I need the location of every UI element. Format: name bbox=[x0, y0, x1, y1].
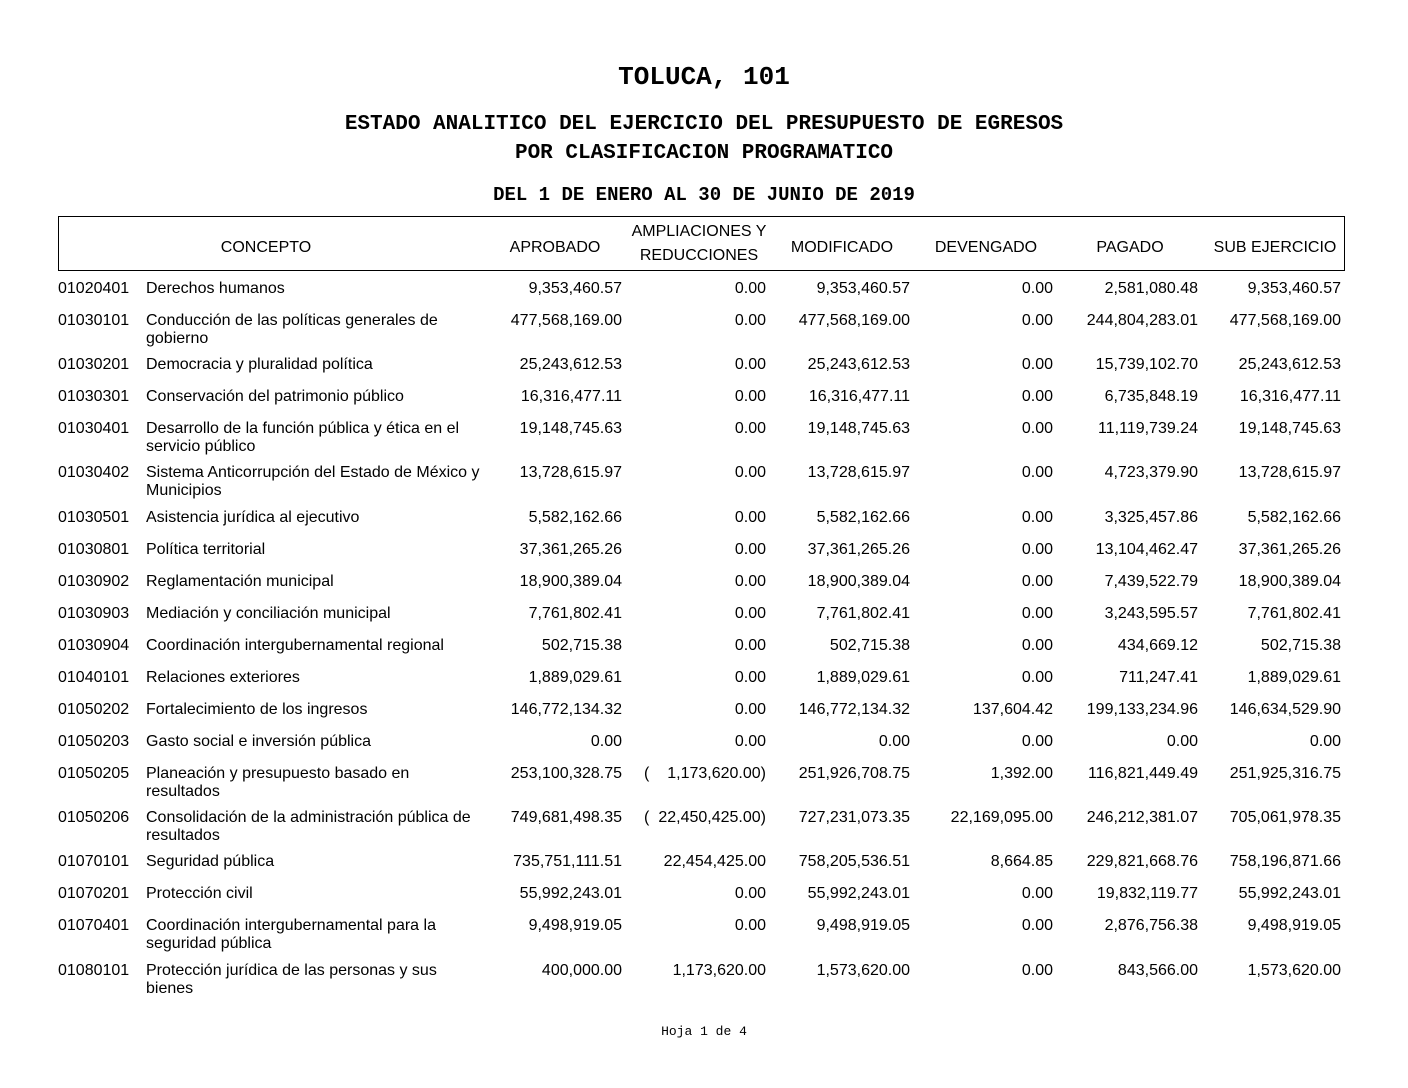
row-modificado: 1,889,029.61 bbox=[816, 669, 910, 686]
row-pagado: 3,243,595.57 bbox=[1104, 605, 1198, 622]
row-sub-ejercicio: 9,498,919.05 bbox=[1247, 917, 1341, 934]
row-pagado: 7,439,522.79 bbox=[1104, 573, 1198, 590]
row-code: 01080101 bbox=[58, 962, 130, 979]
row-concept: Política territorial bbox=[146, 541, 266, 558]
row-pagado: 11,119,739.24 bbox=[1098, 420, 1198, 437]
row-code: 01030902 bbox=[58, 573, 130, 590]
row-concept: Protección civil bbox=[146, 885, 253, 902]
row-code: 01050206 bbox=[58, 809, 130, 826]
row-pagado: 116,821,449.49 bbox=[1087, 765, 1198, 782]
row-devengado: 0.00 bbox=[1021, 669, 1053, 686]
row-concept: Reglamentación municipal bbox=[146, 573, 334, 590]
row-ampliaciones: 0.00 bbox=[734, 388, 766, 405]
row-aprobado: 477,568,169.00 bbox=[510, 312, 622, 329]
row-code: 01070101 bbox=[58, 853, 130, 870]
row-devengado: 0.00 bbox=[1021, 885, 1053, 902]
row-code: 01070201 bbox=[58, 885, 130, 902]
row-modificado: 55,992,243.01 bbox=[807, 885, 910, 902]
row-pagado: 6,735,848.19 bbox=[1104, 388, 1198, 405]
row-devengado: 0.00 bbox=[1021, 917, 1053, 934]
row-aprobado: 9,498,919.05 bbox=[528, 917, 622, 934]
row-concept: Seguridad pública bbox=[146, 853, 275, 870]
row-code: 01030301 bbox=[58, 388, 130, 405]
row-code: 01050202 bbox=[58, 701, 130, 718]
row-pagado: 15,739,102.70 bbox=[1095, 356, 1198, 373]
row-aprobado: 253,100,328.75 bbox=[510, 765, 622, 782]
row-ampliaciones: 0.00 bbox=[734, 312, 766, 329]
row-pagado: 229,821,668.76 bbox=[1086, 853, 1198, 870]
row-ampliaciones: 0.00 bbox=[734, 605, 766, 622]
row-ampliaciones: 22,450,425.00) bbox=[658, 809, 766, 826]
row-devengado: 0.00 bbox=[1021, 464, 1053, 481]
row-modificado: 0.00 bbox=[878, 733, 910, 750]
row-concept: Mediación y conciliación municipal bbox=[146, 605, 391, 622]
row-concept: Coordinación intergubernamental para la seguridad pública bbox=[146, 917, 436, 952]
row-aprobado: 18,900,389.04 bbox=[519, 573, 622, 590]
row-pagado: 246,212,381.07 bbox=[1086, 809, 1198, 826]
row-sub-ejercicio: 55,992,243.01 bbox=[1238, 885, 1341, 902]
row-code: 01020401 bbox=[58, 280, 130, 297]
row-modificado: 146,772,134.32 bbox=[798, 701, 910, 718]
row-modificado: 7,761,802.41 bbox=[816, 605, 910, 622]
column-header-concepto: CONCEPTO bbox=[220, 239, 312, 256]
row-ampliaciones: 0.00 bbox=[734, 573, 766, 590]
row-code: 01030401 bbox=[58, 420, 130, 437]
row-modificado: 37,361,265.26 bbox=[807, 541, 910, 558]
row-pagado: 0.00 bbox=[1166, 733, 1198, 750]
row-modificado: 1,573,620.00 bbox=[816, 962, 910, 979]
row-concept: Gasto social e inversión pública bbox=[146, 733, 372, 750]
row-devengado: 0.00 bbox=[1021, 509, 1053, 526]
row-concept: Asistencia jurídica al ejecutivo bbox=[146, 509, 360, 526]
row-sub-ejercicio: 5,582,162.66 bbox=[1247, 509, 1341, 526]
row-aprobado: 400,000.00 bbox=[541, 962, 622, 979]
row-sub-ejercicio: 9,353,460.57 bbox=[1247, 280, 1341, 297]
row-devengado: 0.00 bbox=[1021, 541, 1053, 558]
row-code: 01030402 bbox=[58, 464, 130, 481]
row-concept: Planeación y presupuesto basado en resultados bbox=[146, 765, 410, 800]
row-aprobado: 55,992,243.01 bbox=[519, 885, 622, 902]
report-subtitle-line-2: POR CLASIFICACION PROGRAMATICO bbox=[514, 142, 894, 165]
row-aprobado: 5,582,162.66 bbox=[528, 509, 622, 526]
column-header-sub-ejercicio: SUB EJERCICIO bbox=[1213, 239, 1337, 256]
row-code: 01030501 bbox=[58, 509, 130, 526]
row-pagado: 2,876,756.38 bbox=[1104, 917, 1198, 934]
row-modificado: 727,231,073.35 bbox=[798, 809, 910, 826]
row-ampliaciones: 0.00 bbox=[734, 509, 766, 526]
row-aprobado: 0.00 bbox=[590, 733, 622, 750]
row-sub-ejercicio: 13,728,615.97 bbox=[1238, 464, 1341, 481]
row-ampliaciones: 1,173,620.00) bbox=[667, 765, 766, 782]
row-devengado: 137,604.42 bbox=[972, 701, 1053, 718]
row-concept: Sistema Anticorrupción del Estado de México y Municipios bbox=[146, 464, 480, 499]
row-sub-ejercicio: 25,243,612.53 bbox=[1238, 356, 1341, 373]
row-ampliaciones: 1,173,620.00 bbox=[672, 962, 766, 979]
row-devengado: 0.00 bbox=[1021, 356, 1053, 373]
page-number: Hoja 1 de 4 bbox=[661, 1024, 747, 1039]
row-ampliaciones: 0.00 bbox=[734, 669, 766, 686]
row-devengado: 22,169,095.00 bbox=[950, 809, 1053, 826]
row-devengado: 1,392.00 bbox=[990, 765, 1053, 782]
column-header-pagado: PAGADO bbox=[1096, 239, 1164, 256]
row-concept: Coordinación intergubernamental regional bbox=[146, 637, 444, 654]
row-concept: Conservación del patrimonio público bbox=[146, 388, 404, 405]
column-header-devengado: DEVENGADO bbox=[934, 239, 1038, 256]
row-sub-ejercicio: 37,361,265.26 bbox=[1238, 541, 1341, 558]
row-ampliaciones-open-paren: ( bbox=[644, 809, 650, 826]
row-aprobado: 9,353,460.57 bbox=[528, 280, 622, 297]
row-modificado: 9,353,460.57 bbox=[816, 280, 910, 297]
row-code: 01070401 bbox=[58, 917, 130, 934]
row-sub-ejercicio: 1,573,620.00 bbox=[1247, 962, 1341, 979]
row-pagado: 434,669.12 bbox=[1117, 637, 1198, 654]
row-aprobado: 502,715.38 bbox=[541, 637, 622, 654]
row-aprobado: 146,772,134.32 bbox=[510, 701, 622, 718]
column-header-aprobado: APROBADO bbox=[509, 239, 601, 256]
row-sub-ejercicio: 758,196,871.66 bbox=[1229, 853, 1341, 870]
row-ampliaciones: 0.00 bbox=[734, 356, 766, 373]
row-sub-ejercicio: 251,925,316.75 bbox=[1229, 765, 1341, 782]
column-header-ampliaciones-line-2: REDUCCIONES bbox=[639, 247, 759, 264]
row-ampliaciones: 22,454,425.00 bbox=[663, 853, 766, 870]
report-title: TOLUCA, 101 bbox=[618, 62, 790, 92]
row-sub-ejercicio: 7,761,802.41 bbox=[1247, 605, 1341, 622]
report-period: DEL 1 DE ENERO AL 30 DE JUNIO DE 2019 bbox=[493, 184, 915, 206]
row-concept: Consolidación de la administración pública de resultados bbox=[146, 809, 471, 844]
row-concept: Conducción de las políticas generales de gobierno bbox=[146, 312, 438, 347]
column-header-modificado: MODIFICADO bbox=[790, 239, 894, 256]
row-pagado: 2,581,080.48 bbox=[1104, 280, 1198, 297]
row-aprobado: 7,761,802.41 bbox=[528, 605, 622, 622]
row-devengado: 0.00 bbox=[1021, 733, 1053, 750]
row-devengado: 0.00 bbox=[1021, 420, 1053, 437]
row-aprobado: 25,243,612.53 bbox=[519, 356, 622, 373]
row-pagado: 3,325,457.86 bbox=[1104, 509, 1198, 526]
row-devengado: 0.00 bbox=[1021, 388, 1053, 405]
row-ampliaciones: 0.00 bbox=[734, 701, 766, 718]
row-concept: Desarrollo de la función pública y ética en el servicio público bbox=[146, 420, 460, 455]
row-aprobado: 749,681,498.35 bbox=[510, 809, 622, 826]
row-aprobado: 1,889,029.61 bbox=[528, 669, 622, 686]
row-sub-ejercicio: 502,715.38 bbox=[1260, 637, 1341, 654]
row-pagado: 843,566.00 bbox=[1117, 962, 1198, 979]
row-concept: Democracia y pluralidad política bbox=[146, 356, 373, 373]
row-pagado: 19,832,119.77 bbox=[1096, 885, 1198, 902]
row-ampliaciones: 0.00 bbox=[734, 885, 766, 902]
row-ampliaciones: 0.00 bbox=[734, 420, 766, 437]
row-modificado: 13,728,615.97 bbox=[807, 464, 910, 481]
row-code: 01030904 bbox=[58, 637, 130, 654]
row-ampliaciones: 0.00 bbox=[734, 637, 766, 654]
row-modificado: 16,316,477.11 bbox=[808, 388, 910, 405]
row-code: 01030903 bbox=[58, 605, 130, 622]
row-sub-ejercicio: 19,148,745.63 bbox=[1238, 420, 1341, 437]
column-header-ampliaciones-line-1: AMPLIACIONES Y bbox=[631, 223, 767, 240]
row-devengado: 0.00 bbox=[1021, 962, 1053, 979]
row-devengado: 8,664.85 bbox=[990, 853, 1053, 870]
row-modificado: 5,582,162.66 bbox=[816, 509, 910, 526]
row-devengado: 0.00 bbox=[1021, 312, 1053, 329]
row-sub-ejercicio: 705,061,978.35 bbox=[1229, 809, 1341, 826]
row-code: 01040101 bbox=[58, 669, 130, 686]
row-modificado: 18,900,389.04 bbox=[807, 573, 910, 590]
row-aprobado: 19,148,745.63 bbox=[519, 420, 622, 437]
row-sub-ejercicio: 16,316,477.11 bbox=[1239, 388, 1341, 405]
report-subtitle-line-1: ESTADO ANALITICO DEL EJERCICIO DEL PRESUPUESTO DE EGRESOS bbox=[344, 113, 1064, 136]
row-sub-ejercicio: 1,889,029.61 bbox=[1247, 669, 1341, 686]
row-code: 01030101 bbox=[58, 312, 130, 329]
row-ampliaciones-open-paren: ( bbox=[644, 765, 650, 782]
row-modificado: 251,926,708.75 bbox=[798, 765, 910, 782]
row-ampliaciones: 0.00 bbox=[734, 733, 766, 750]
row-pagado: 13,104,462.47 bbox=[1095, 541, 1198, 558]
row-ampliaciones: 0.00 bbox=[734, 464, 766, 481]
row-ampliaciones: 0.00 bbox=[734, 280, 766, 297]
row-concept: Fortalecimiento de los ingresos bbox=[146, 701, 368, 718]
row-aprobado: 16,316,477.11 bbox=[520, 388, 622, 405]
row-sub-ejercicio: 477,568,169.00 bbox=[1229, 312, 1341, 329]
row-concept: Relaciones exteriores bbox=[146, 669, 300, 686]
row-code: 01050203 bbox=[58, 733, 130, 750]
row-pagado: 244,804,283.01 bbox=[1086, 312, 1198, 329]
row-code: 01030801 bbox=[58, 541, 130, 558]
row-modificado: 477,568,169.00 bbox=[798, 312, 910, 329]
row-devengado: 0.00 bbox=[1021, 637, 1053, 654]
row-sub-ejercicio: 18,900,389.04 bbox=[1238, 573, 1341, 590]
row-devengado: 0.00 bbox=[1021, 605, 1053, 622]
row-pagado: 199,133,234.96 bbox=[1086, 701, 1198, 718]
row-code: 01050205 bbox=[58, 765, 130, 782]
row-aprobado: 37,361,265.26 bbox=[519, 541, 622, 558]
row-modificado: 502,715.38 bbox=[829, 637, 910, 654]
row-modificado: 9,498,919.05 bbox=[816, 917, 910, 934]
row-sub-ejercicio: 146,634,529.90 bbox=[1229, 701, 1341, 718]
row-devengado: 0.00 bbox=[1021, 573, 1053, 590]
row-concept: Protección jurídica de las personas y sus bienes bbox=[146, 962, 437, 997]
row-code: 01030201 bbox=[58, 356, 130, 373]
row-concept: Derechos humanos bbox=[146, 280, 285, 297]
row-pagado: 711,247.41 bbox=[1119, 669, 1198, 686]
row-modificado: 19,148,745.63 bbox=[807, 420, 910, 437]
row-pagado: 4,723,379.90 bbox=[1104, 464, 1198, 481]
row-devengado: 0.00 bbox=[1021, 280, 1053, 297]
row-sub-ejercicio: 0.00 bbox=[1309, 733, 1341, 750]
row-ampliaciones: 0.00 bbox=[734, 541, 766, 558]
row-aprobado: 735,751,111.51 bbox=[513, 853, 622, 870]
row-aprobado: 13,728,615.97 bbox=[519, 464, 622, 481]
row-modificado: 758,205,536.51 bbox=[798, 853, 910, 870]
row-ampliaciones: 0.00 bbox=[734, 917, 766, 934]
row-modificado: 25,243,612.53 bbox=[807, 356, 910, 373]
